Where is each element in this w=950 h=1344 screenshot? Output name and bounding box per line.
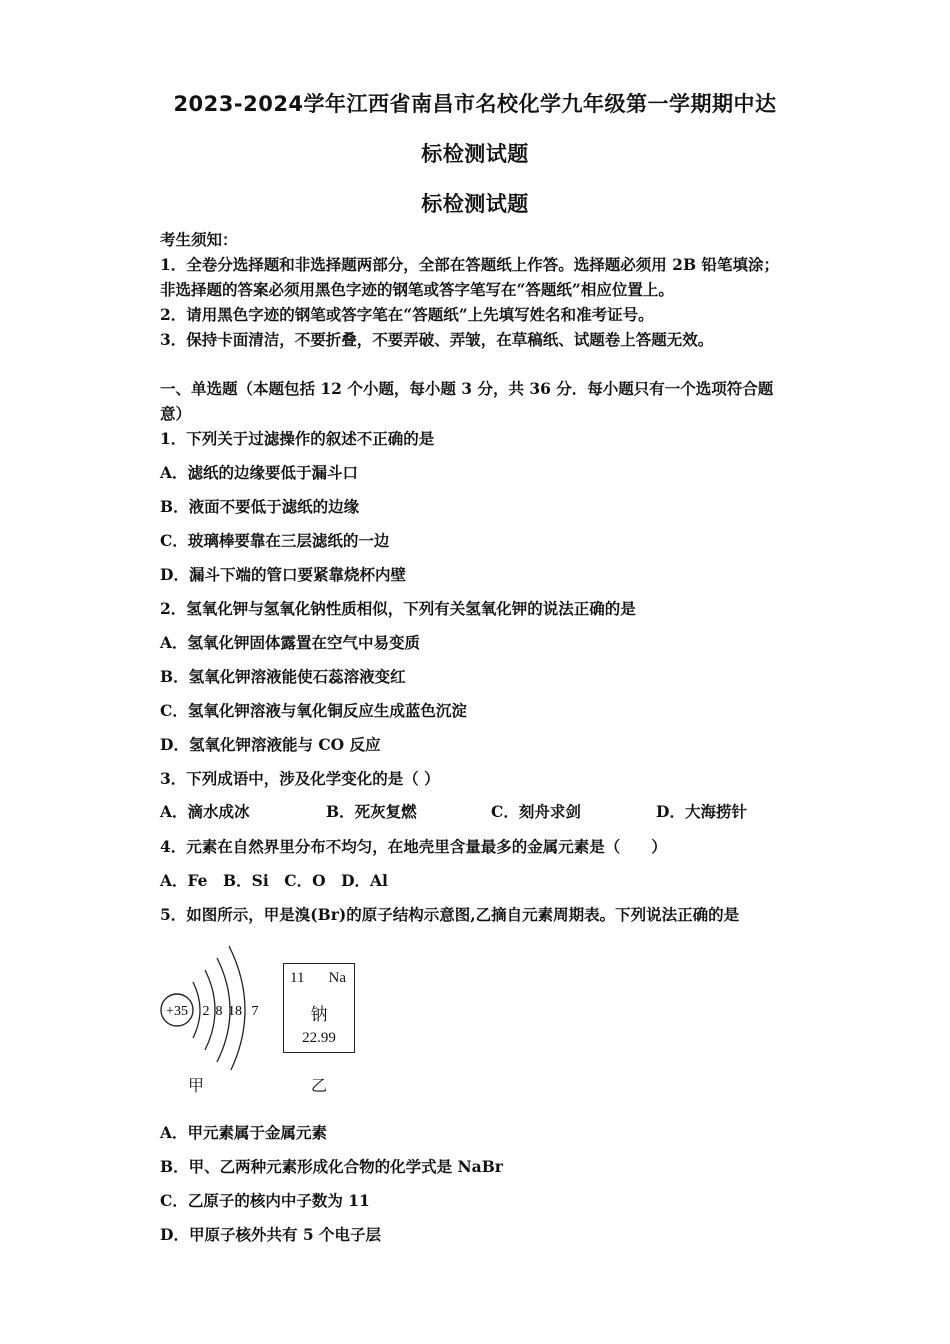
exam-title-line3: 标检测试题 [421, 192, 529, 216]
question-2-option-a: A．氢氧化钾固体露置在空气中易变质 [160, 633, 421, 652]
shell-electron-count: 7 [251, 1004, 259, 1019]
nucleus-charge: +35 [166, 1004, 188, 1019]
question-5-option-a: A．甲元素属于金属元素 [160, 1123, 328, 1142]
question-2-option-d: D．氢氧化钾溶液能与 CO 反应 [160, 735, 381, 754]
notice-item: 3．保持卡面清洁，不要折叠，不要弄破、弄皱，在草稿纸、试题卷上答题无效。 [160, 330, 714, 349]
atomic-number: 11 [290, 970, 305, 986]
figure-caption-yi: 乙 [311, 1076, 328, 1095]
question-3-option-a: A．滴水成冰 [160, 802, 250, 821]
question-1-option-d: D．漏斗下端的管口要紧靠烧杯内壁 [160, 565, 406, 584]
shell-electron-count: 8 [215, 1004, 223, 1019]
question-1-option-c: C．玻璃棒要靠在三层滤纸的一边 [160, 531, 390, 550]
question-2-stem: 2．氢氧化钾与氢氧化钠性质相似，下列有关氢氧化钾的说法正确的是 [160, 599, 636, 618]
question-3-stem: 3．下列成语中，涉及化学变化的是（ ） [160, 769, 440, 788]
question-1-option-a: A．滤纸的边缘要低于漏斗口 [160, 463, 359, 482]
periodic-table-cell [283, 963, 355, 1053]
exam-title-line2: 标检测试题 [421, 142, 529, 166]
question-2-option-b: B．氢氧化钾溶液能使石蕊溶液变红 [160, 667, 406, 686]
shell-electron-count: 2 [202, 1004, 210, 1019]
electron-shell-arc [193, 982, 200, 1038]
section-heading-cont: 意） [160, 404, 192, 423]
question-1-stem: 1．下列关于过滤操作的叙述不正确的是 [160, 429, 435, 448]
element-name: 钠 [310, 1005, 328, 1025]
atomic-mass: 22.99 [302, 1030, 336, 1046]
notice-item: 2．请用黑色字迹的钢笔或答字笔在“答题纸”上先填写姓名和准考证号。 [160, 305, 654, 324]
question-5-option-c: C．乙原子的核内中子数为 11 [160, 1191, 370, 1210]
bromine-atom-diagram [155, 930, 275, 1070]
section-heading: 一、单选题（本题包括 12 个小题，每小题 3 分，共 36 分．每小题只有一个选项符合题 [160, 379, 774, 398]
element-symbol: Na [328, 970, 346, 986]
question-2-option-c: C．氢氧化钾溶液与氧化铜反应生成蓝色沉淀 [160, 701, 467, 720]
question-4-stem: 4．元素在自然界里分布不均匀，在地壳里含量最多的金属元素是（ ） [160, 837, 667, 856]
notice-heading: 考生须知： [160, 230, 238, 249]
figure-caption-jia: 甲 [188, 1076, 205, 1095]
question-3-option-b: B．死灰复燃 [326, 802, 417, 821]
shell-electron-count: 18 [228, 1004, 242, 1019]
question-4-options: A．Fe B．Si C．O D．Al [160, 871, 388, 890]
question-3-option-d: D．大海捞针 [656, 802, 747, 821]
question-3-option-c: C．刻舟求剑 [491, 802, 581, 821]
question-5-option-b: B．甲、乙两种元素形成化合物的化学式是 NaBr [160, 1157, 503, 1176]
notice-item: 1．全卷分选择题和非选择题两部分，全部在答题纸上作答。选择题必须用 2B 铅笔填涂； [160, 255, 779, 274]
exam-title-line1: 2023-2024学年江西省南昌市名校化学九年级第一学期期中达 [173, 92, 777, 116]
question-1-option-b: B．液面不要低于滤纸的边缘 [160, 497, 360, 516]
question-5-figure [155, 930, 385, 1100]
question-5-option-d: D．甲原子核外共有 5 个电子层 [160, 1225, 382, 1244]
question-5-stem: 5．如图所示，甲是溴(Br)的原子结构示意图,乙摘自元素周期表。下列说法正确的是 [160, 905, 740, 924]
notice-item: 非选择题的答案必须用黑色字迹的钢笔或答字笔写在“答题纸”相应位置上。 [160, 280, 674, 299]
